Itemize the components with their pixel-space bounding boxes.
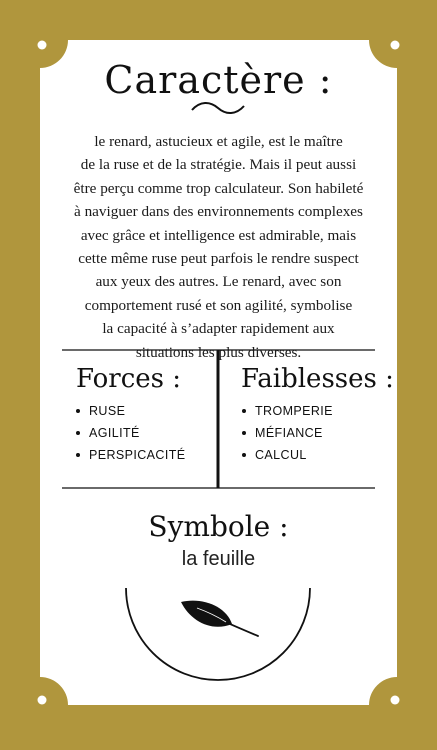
description-line: cette même ruse peut parfois le rendre suspect	[78, 250, 359, 268]
description-line: aux yeux des autres. Le renard, avec son	[95, 273, 342, 291]
caractere-description	[55, 130, 382, 364]
description-line: à naviguer dans des environnements complexes	[74, 203, 363, 221]
corner-dot-bottom-left	[38, 696, 47, 705]
caractere-title: Caractère :	[104, 58, 333, 102]
description-line: le renard, astucieux et agile, est le maître	[94, 133, 343, 150]
list-item: RUSE	[76, 400, 186, 422]
corner-dot-bottom-right	[391, 696, 400, 705]
description-line: comportement rusé et son agilité, symbolise	[84, 296, 353, 314]
symbole-title: Symbole :	[148, 510, 289, 543]
list-item: MÉFIANCE	[242, 422, 333, 444]
faiblesses-title: Faiblesses :	[241, 364, 394, 394]
faiblesses-list	[242, 400, 333, 466]
forces-list	[76, 400, 186, 466]
symbole-value: la feuille	[181, 548, 256, 570]
description-line: situations les plus diverses.	[135, 343, 302, 361]
corner-dot-top-left	[38, 41, 47, 50]
description-line: avec grâce et intelligence est admirable, mais	[80, 226, 357, 244]
forces-title: Forces :	[76, 364, 182, 394]
list-item: TROMPERIE	[242, 400, 333, 422]
description-line: la capacité à s’adapter rapidement aux	[102, 320, 335, 338]
list-item: CALCUL	[242, 444, 333, 466]
description-line: être perçu comme trop calculateur. Son habileté	[73, 179, 364, 197]
description-line: de la ruse et de la stratégie. Mais il peut aussi	[80, 156, 357, 174]
corner-dot-top-right	[391, 41, 400, 50]
list-item: PERSPICACITÉ	[76, 444, 186, 466]
list-item: AGILITÉ	[76, 422, 186, 444]
